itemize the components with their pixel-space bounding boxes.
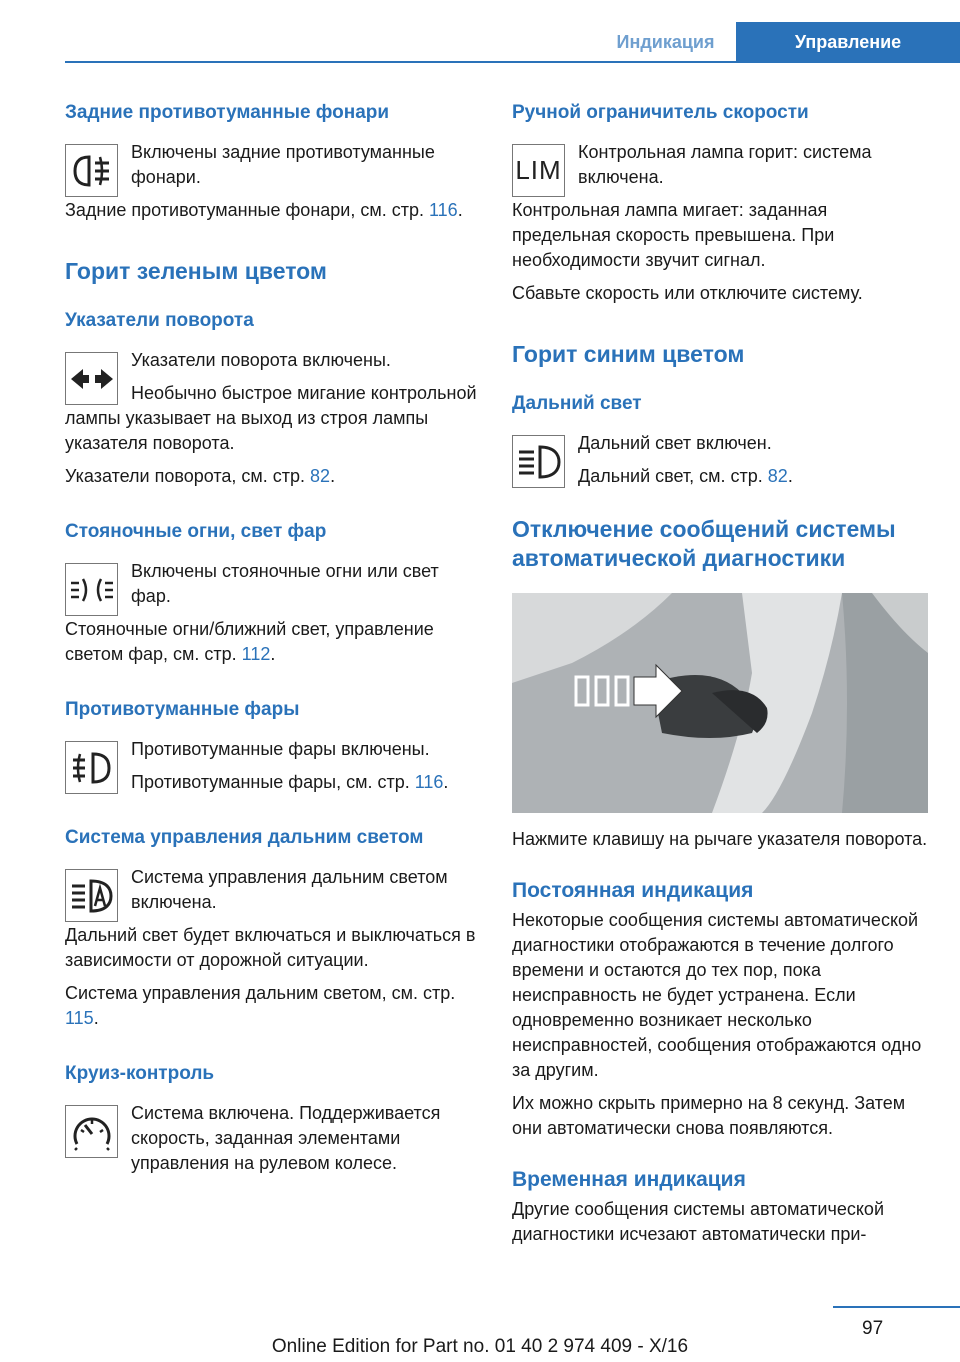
turn-signal-page-link[interactable]: 82 xyxy=(310,466,331,486)
permanent-display-title: Постоянная индикация xyxy=(512,879,754,902)
parking-lights-entry xyxy=(65,519,477,667)
turn-signal-title: Указатели поворота xyxy=(65,310,254,331)
rear-fog-entry xyxy=(65,100,477,223)
high-beam-assist-text3: Система управления дальним светом, см. стр. 115. xyxy=(65,983,456,1028)
high-beam-assist-title: Система управления дальним светом xyxy=(65,827,424,848)
cruise-control-entry xyxy=(65,1061,477,1176)
speed-limiter-entry xyxy=(512,100,928,306)
front-fog-title: Противотуманные фары xyxy=(65,699,300,720)
speed-limiter-title: Ручной ограничитель скорости xyxy=(512,102,809,123)
cruise-control-text1: Система включена. Поддерживается скорость, заданная элементами управления на рулевом колесе. xyxy=(131,1103,441,1173)
page-number: 97 xyxy=(862,1318,884,1339)
permanent-display-text2: Их можно скрыть примерно на 8 секунд. Затем они автоматически снова появляются. xyxy=(512,1093,906,1138)
turn-signal-lever-photo xyxy=(512,593,928,813)
header-rule xyxy=(65,61,960,63)
parking-lights-title: Стояночные огни, свет фар xyxy=(65,521,327,542)
rear-fog-text1: Включены задние противотуманные фонари. xyxy=(131,142,435,187)
turn-signal-arrows-icon xyxy=(65,352,118,405)
parking-lights-page-link[interactable]: 112 xyxy=(241,644,271,664)
parking-lights-icon xyxy=(65,563,118,616)
right-column xyxy=(512,100,928,1247)
green-section-heading: Горит зеленым цветом xyxy=(65,258,327,284)
photo-caption: Нажмите клавишу на рычаге указателя поворота. xyxy=(512,829,928,849)
disable-messages-heading: Отключение сообщений системы автоматической диагностики xyxy=(512,516,896,571)
turn-signal-text3: Указатели поворота, см. стр. 82. xyxy=(65,466,336,486)
high-beam-text2: Дальний свет, см. стр. 82. xyxy=(578,466,793,486)
high-beam-text1: Дальний свет включен. xyxy=(578,433,772,453)
high-beam-assist-icon xyxy=(65,869,118,922)
speed-limiter-text3: Сбавьте скорость или отключите систему. xyxy=(512,283,863,303)
high-beam-assist-entry xyxy=(65,825,477,1031)
turn-signal-text1: Указатели поворота включены. xyxy=(131,350,391,370)
front-fog-text2: Противотуманные фары, см. стр. 116. xyxy=(131,772,449,792)
high-beam-entry xyxy=(512,391,928,489)
front-fog-page-link[interactable]: 116 xyxy=(414,772,444,792)
high-beam-assist-page-link[interactable]: 115 xyxy=(65,1008,94,1028)
rear-fog-lamp-icon xyxy=(65,144,118,197)
temporary-display-title: Временная индикация xyxy=(512,1168,746,1191)
front-fog-lamp-icon xyxy=(65,741,118,794)
footer-rule xyxy=(833,1306,960,1308)
cruise-control-title: Круиз-контроль xyxy=(65,1063,215,1084)
cruise-control-speedometer-icon xyxy=(65,1105,118,1158)
blue-section-heading: Горит синим цветом xyxy=(512,341,745,367)
page-header xyxy=(0,0,960,62)
high-beam-assist-text2: Дальний свет будет включаться и выключаться в зависимости от дорожной ситуации. xyxy=(65,925,476,970)
lim-indicator-icon: LIM xyxy=(512,144,565,197)
rear-fog-page-link[interactable]: 116 xyxy=(428,200,458,220)
high-beam-page-link[interactable]: 82 xyxy=(767,466,788,486)
turn-signal-entry xyxy=(65,308,477,489)
speed-limiter-text2: Контрольная лампа мигает: заданная предельная скорость превышена. При необходимости звучит сигнал. xyxy=(512,200,835,270)
tab-controls[interactable]: Управление xyxy=(736,22,960,62)
tab-indication[interactable]: Индикация xyxy=(616,32,715,52)
high-beam-title: Дальний свет xyxy=(512,393,642,414)
rear-fog-text2: Задние противотуманные фонари, см. стр. 116. xyxy=(65,200,463,220)
left-column xyxy=(65,100,477,1176)
edition-footer: Online Edition for Part no. 01 40 2 974 409 - X/16 xyxy=(271,1336,689,1357)
rear-fog-title: Задние противотуманные фонари xyxy=(65,102,390,123)
temporary-display-text1: Другие сообщения системы автоматической диагностики исчезают автоматически при- xyxy=(512,1199,884,1244)
front-fog-text1: Противотуманные фары включены. xyxy=(131,739,430,759)
turn-signal-text2: Необычно быстрое мигание контрольной лампы указывает на выход из строя лампы указателя поворота. xyxy=(65,383,477,453)
parking-lights-text1: Включены стояночные огни или свет фар. xyxy=(131,561,439,606)
high-beam-icon xyxy=(512,435,565,488)
permanent-display-text1: Некоторые сообщения системы автоматической диагностики отображаются в течение долгого времени и остаются до тех пор, пока неисправность не будет устранена. Если одновременно возникает несколько неисправностей, сообщения отображаются одно за другим. xyxy=(512,910,922,1080)
high-beam-assist-text1: Система управления дальним светом включена. xyxy=(131,867,448,912)
speed-limiter-text1: Контрольная лампа горит: система включена. xyxy=(578,142,872,187)
front-fog-entry xyxy=(65,697,477,795)
parking-lights-text2: Стояночные огни/ближний свет, управление светом фар, см. стр. 112. xyxy=(65,619,434,664)
